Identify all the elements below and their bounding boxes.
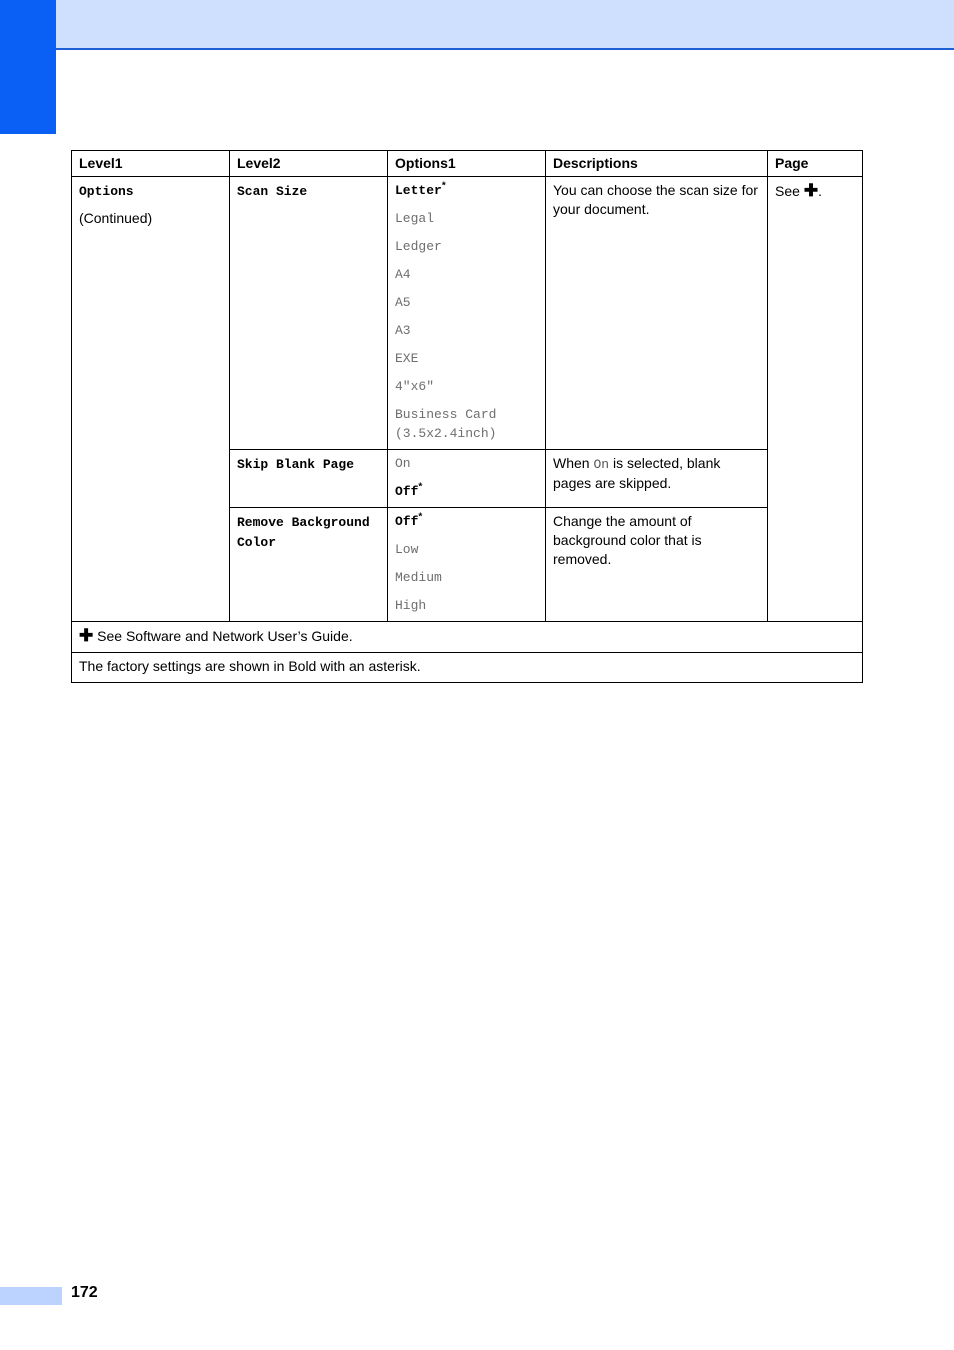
settings-table bbox=[71, 150, 863, 683]
footnote-row bbox=[72, 622, 863, 653]
factory-note-row bbox=[72, 653, 863, 683]
option-item: A4 bbox=[395, 267, 411, 282]
option-item: Low bbox=[395, 542, 419, 557]
level2-label: Remove Background Color bbox=[237, 515, 370, 550]
options-cell bbox=[388, 177, 546, 450]
option-item: High bbox=[395, 598, 427, 613]
cross-reference-icon: ✚ bbox=[79, 626, 94, 645]
description-text-post: is selected, blank pages are skipped. bbox=[553, 455, 721, 491]
column-header-level1: Level1 bbox=[72, 151, 230, 177]
option-item: 4"x6" bbox=[395, 379, 435, 394]
description-text: Change the amount of background color that is removed. bbox=[553, 513, 702, 567]
description-text: You can choose the scan size for your document. bbox=[553, 182, 758, 217]
option-item: EXE bbox=[395, 351, 419, 366]
page-period: . bbox=[818, 183, 822, 199]
page-cell bbox=[768, 177, 863, 622]
chapter-tab bbox=[0, 0, 56, 134]
description-text-pre: When bbox=[553, 455, 590, 471]
option-default: Off* bbox=[395, 481, 423, 499]
level2-cell bbox=[230, 508, 388, 622]
option-item: Medium bbox=[395, 570, 442, 585]
level2-cell bbox=[230, 177, 388, 450]
options-cell bbox=[388, 450, 546, 508]
level1-cell bbox=[72, 177, 230, 622]
level2-cell bbox=[230, 450, 388, 508]
table-row bbox=[72, 177, 863, 450]
options-cell bbox=[388, 508, 546, 622]
level2-label: Scan Size bbox=[237, 184, 308, 199]
page-number: 172 bbox=[71, 1284, 98, 1301]
level1-continued-note: (Continued) bbox=[79, 210, 153, 226]
footer-tab bbox=[0, 1287, 62, 1305]
description-code: On bbox=[593, 457, 610, 472]
option-item: A3 bbox=[395, 323, 411, 338]
option-item: Business Card (3.5x2.4inch) bbox=[395, 407, 497, 441]
column-header-level2: Level2 bbox=[230, 151, 388, 177]
column-header-descriptions: Descriptions bbox=[546, 151, 768, 177]
cross-reference-icon: ✚ bbox=[803, 181, 819, 200]
footnote-cell bbox=[72, 622, 863, 653]
header-rule bbox=[56, 48, 954, 50]
option-item: Ledger bbox=[395, 239, 442, 254]
description-cell bbox=[546, 450, 768, 508]
footnote-text: See Software and Network User’s Guide. bbox=[97, 628, 353, 644]
column-header-page: Page bbox=[768, 151, 863, 177]
option-item: On bbox=[395, 456, 411, 471]
header-band bbox=[0, 0, 954, 49]
option-default: Letter* bbox=[395, 180, 446, 198]
option-item: Legal bbox=[395, 211, 435, 226]
level1-label: Options bbox=[79, 184, 134, 199]
column-header-options1: Options1 bbox=[388, 151, 546, 177]
description-cell bbox=[546, 177, 768, 450]
factory-note-cell bbox=[72, 653, 863, 683]
option-default: Off* bbox=[395, 511, 423, 529]
table-header-row bbox=[72, 151, 863, 177]
description-cell bbox=[546, 508, 768, 622]
option-item: A5 bbox=[395, 295, 411, 310]
page-see: See bbox=[775, 183, 800, 199]
level2-label: Skip Blank Page bbox=[237, 457, 355, 472]
factory-note-text: The factory settings are shown in Bold with an asterisk. bbox=[79, 658, 421, 674]
